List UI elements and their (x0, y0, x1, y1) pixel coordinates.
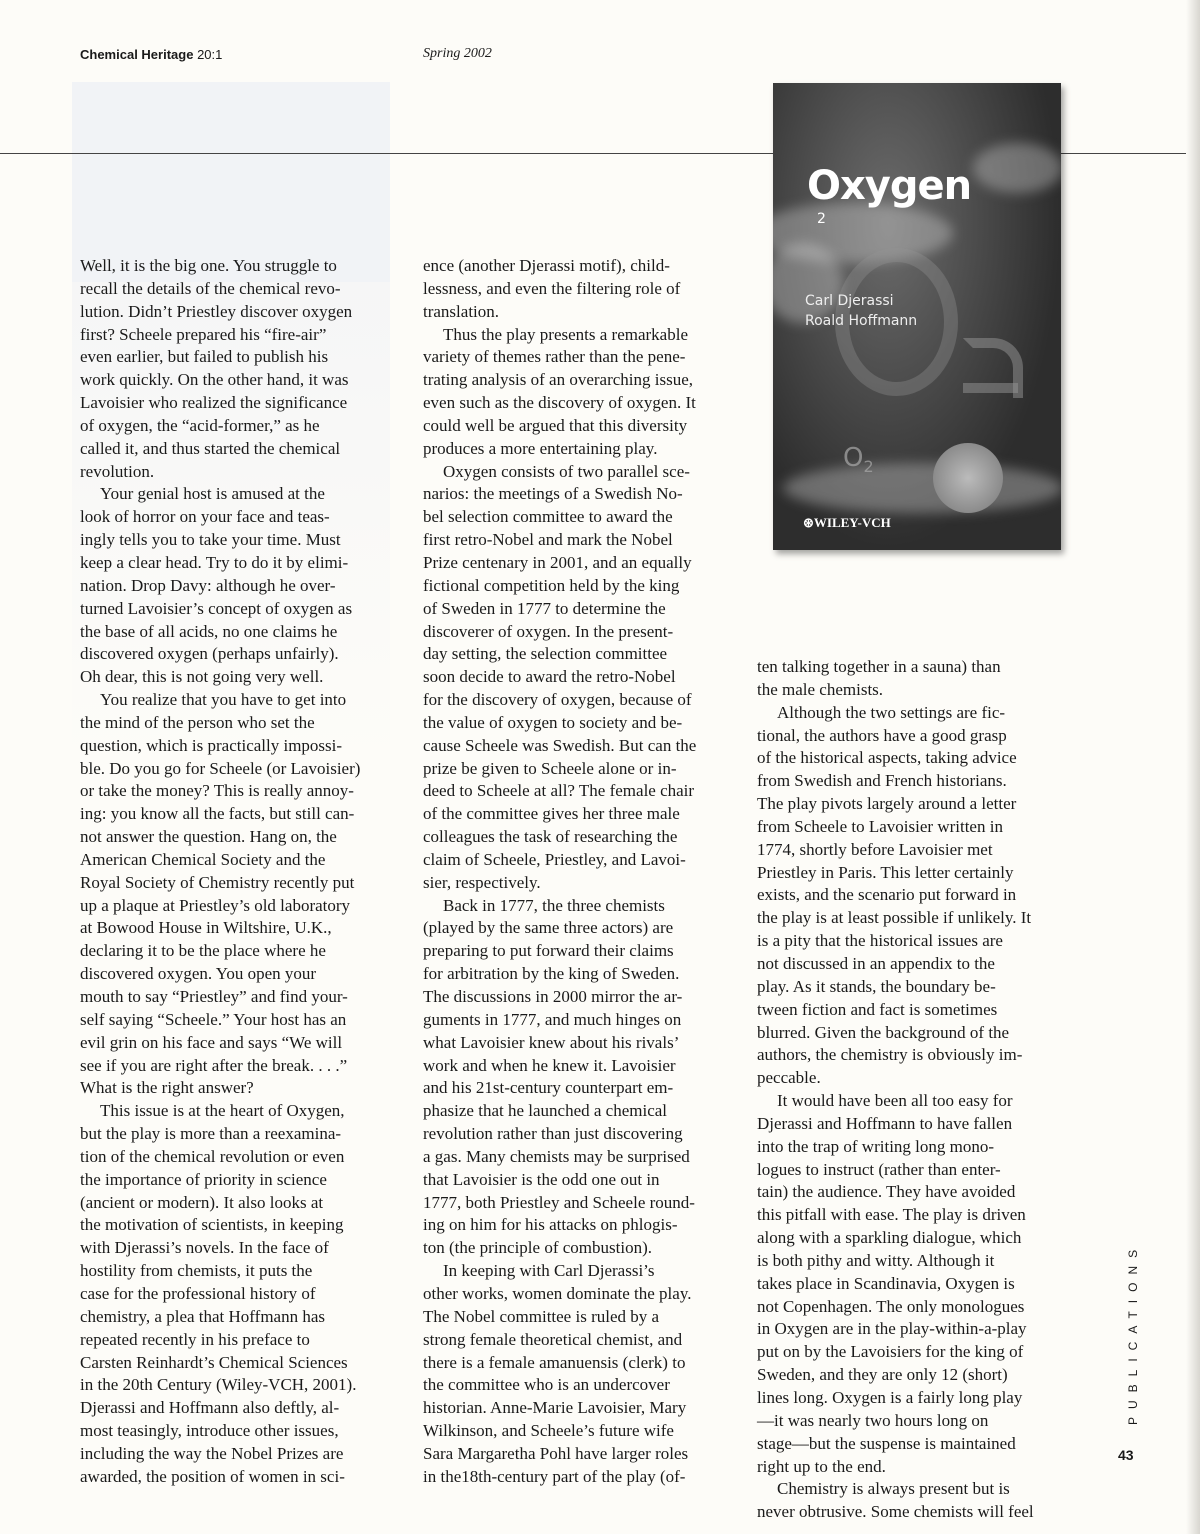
text-line: for arbitration by the king of Sweden. (423, 964, 680, 984)
text-line: Although the two settings are fic- (777, 702, 1006, 722)
text-line: including the way the Nobel Prizes are (80, 1443, 344, 1463)
text-line: The discussions in 2000 mirror the ar- (423, 987, 683, 1006)
text-line: and his 21st-century counterpart em- (423, 1078, 674, 1098)
text-line: discovered oxygen (perhaps unfairly). (80, 644, 339, 664)
text-line: Royal Society of Chemistry recently put (80, 872, 355, 892)
text-line: Chemistry is always present but is (777, 1479, 1010, 1499)
bleed-through-title (72, 82, 390, 282)
cover-2-graphic-base (963, 383, 1018, 393)
text-line: called it, and thus started the chemical (80, 438, 341, 458)
text-line: work quickly. On the other hand, it was (80, 370, 349, 390)
cover-title-text: Oxygen (807, 163, 972, 209)
text-line: Djerassi and Hoffmann also deftly, al- (80, 1398, 340, 1418)
text-line: that Lavoisier is the odd one out in (423, 1169, 660, 1189)
text-line: Wilkinson, and Scheele’s future wife (423, 1421, 674, 1441)
text-line: 1777, both Priestley and Scheele round- (423, 1192, 695, 1212)
text-line: claim of Scheele, Priestley, and Lavoi- (423, 849, 686, 869)
text-line: preparing to put forward their claims (423, 941, 674, 961)
text-line: Sara Margaretha Pohl have larger roles (423, 1443, 689, 1463)
text-line: tional, the authors have a good grasp (757, 725, 1007, 745)
issue-number: 20:1 (197, 47, 223, 62)
text-line: Back in 1777, the three chemists (443, 895, 665, 915)
cover-publisher: ⊛WILEY-VCH (803, 515, 891, 530)
text-line: deed to Scheele at all? The female chair (423, 781, 695, 801)
cover-author: Roald Hoffmann (805, 313, 918, 329)
text-line: The play pivots largely around a letter (757, 794, 1017, 814)
cover-o2-small: $O_2$ (843, 443, 874, 477)
text-line: ence (another Djerassi motif), child- (423, 256, 670, 275)
text-line: from Swedish and French historians. (757, 771, 1007, 791)
book-cover-image (773, 83, 1061, 550)
text-line: stage—but the suspense is maintained (757, 1433, 1016, 1453)
text-line: ton (the principle of combustion). (423, 1238, 652, 1258)
text-line: or take the money? This is really annoy- (80, 781, 354, 801)
text-line: of the historical aspects, taking advice (757, 748, 1017, 768)
text-line: from Scheele to Lavoisier written in (757, 816, 1003, 836)
text-line: even such as the discovery of oxygen. It (423, 393, 696, 413)
text-line: recall the details of the chemical revo- (80, 278, 341, 298)
cover-authors (805, 291, 917, 331)
text-line: blurred. Given the background of the (757, 1022, 1010, 1042)
text-line: of the committee gives her three male (423, 804, 680, 824)
issue-season: Spring 2002 (423, 46, 492, 61)
text-line: but the play is more than a reexamina- (80, 1124, 342, 1144)
text-line: along with a sparkling dialogue, which (757, 1228, 1022, 1248)
text-line: first? Scheele prepared his “fire-air” (80, 324, 327, 344)
text-line: historian. Anne-Marie Lavoisier, Mary (423, 1398, 687, 1418)
text-line: first retro-Nobel and mark the Nobel (423, 530, 673, 550)
text-line: is a pity that the historical issues are (757, 931, 1003, 951)
text-line: revolution rather than just discovering (423, 1124, 683, 1144)
text-line: It would have been all too easy for (777, 1091, 1013, 1111)
text-line: put on by the Lavoisiers for the king of (757, 1342, 1024, 1362)
section-label: PUBLICATIONS (1126, 1241, 1140, 1425)
text-line: this pitfall with ease. The play is driven (757, 1205, 1026, 1225)
text-line: see if you are right after the break. . . .” (80, 1055, 348, 1075)
text-line: is both pithy and witty. Although it (757, 1250, 995, 1270)
text-line: This issue is at the heart of Oxygen, (100, 1101, 345, 1121)
text-line: soon decide to award the retro-Nobel (423, 667, 676, 687)
text-line: in the18th-century part of the play (of- (423, 1466, 686, 1486)
text-line: Djerassi and Hoffmann to have fallen (757, 1113, 1013, 1133)
text-line: evil grin on his face and says “We will (80, 1032, 343, 1052)
text-line: the play is at least possible if unlikely. It (757, 908, 1032, 928)
text-line: the value of oxygen to society and be- (423, 712, 683, 732)
text-line: ingly tells you to take your time. Must (80, 530, 341, 550)
text-line: 1774, shortly before Lavoisier met (757, 839, 993, 859)
article-column-3 (757, 656, 1077, 1524)
text-line: other works, women dominate the play. (423, 1283, 692, 1303)
text-line: turned Lavoisier’s concept of oxygen as (80, 598, 353, 618)
text-line: ble. Do you go for Scheele (or Lavoisier) (80, 758, 361, 778)
text-line: lines long. Oxygen is a fairly long play (757, 1388, 1023, 1407)
text-line: American Chemical Society and the (80, 849, 326, 869)
text-line: day setting, the selection committee (423, 644, 668, 664)
text-line: a gas. Many chemists may be surprised (423, 1146, 690, 1166)
journal-name: Chemical Heritage (80, 47, 194, 62)
text-line: Thus the play presents a remarkable (443, 324, 688, 344)
text-line: hostility from chemists, it puts the (80, 1261, 313, 1281)
page-number: 43 (1118, 1447, 1134, 1463)
text-line: with Djerassi’s novels. In the face of (80, 1238, 329, 1258)
text-line: of Sweden in 1777 to determine the (423, 598, 666, 618)
text-line: In keeping with Carl Djerassi’s (443, 1261, 655, 1281)
text-line: sier, respectively. (423, 872, 541, 892)
text-line: look of horror on your face and teas- (80, 507, 330, 527)
text-line: discovered oxygen. You open your (80, 964, 317, 984)
text-line: You realize that you have to get into (100, 690, 347, 710)
text-line: —it was nearly two hours long on (757, 1410, 989, 1430)
text-line: at Bowood House in Wiltshire, U.K., (80, 918, 332, 938)
article-column-2 (423, 255, 743, 1489)
text-line: declaring it to be the place where he (80, 941, 326, 961)
text-line: discoverer of oxygen. In the present- (423, 621, 674, 641)
text-line: the committee who is an undercover (423, 1375, 670, 1395)
text-line: question, which is practically impossi- (80, 735, 343, 755)
running-header (80, 47, 222, 62)
text-line: The Nobel committee is ruled by a (423, 1306, 660, 1326)
cover-author: Carl Djerassi (805, 293, 894, 309)
text-line: Carsten Reinhardt’s Chemical Sciences (80, 1352, 348, 1372)
text-line: Oh dear, this is not going very well. (80, 667, 324, 687)
text-line: produces a more entertaining play. (423, 438, 658, 458)
text-line: lessness, and even the filtering role of (423, 278, 681, 298)
text-line: takes place in Scandinavia, Oxygen is (757, 1273, 1015, 1293)
text-line: authors, the chemistry is obviously im- (757, 1045, 1023, 1065)
text-line: in Oxygen are in the play-within-a-play (757, 1319, 1027, 1339)
text-line: there is a female amanuensis (clerk) to (423, 1352, 686, 1372)
text-line: exists, and the scenario put forward in (757, 885, 1017, 905)
text-line: trating analysis of an overarching issue, (423, 370, 694, 390)
text-line: Lavoisier who realized the significance (80, 393, 348, 413)
text-line: tain) the audience. They have avoided (757, 1182, 1016, 1202)
text-line: for the discovery of oxygen, because of (423, 690, 692, 710)
text-line: the male chemists. (757, 679, 884, 699)
cover-title-subscript: 2 (817, 211, 826, 227)
text-line: peccable. (757, 1068, 821, 1088)
page-edge-shadow (1186, 0, 1200, 1534)
text-line: logues to instruct (rather than enter- (757, 1159, 1001, 1179)
text-line: repeated recently in his preface to (80, 1329, 310, 1349)
text-line: not answer the question. Hang on, the (80, 827, 337, 847)
text-line: even earlier, but failed to publish his (80, 347, 329, 367)
text-line: right up to the end. (757, 1456, 886, 1476)
text-line: What is the right answer? (80, 1078, 254, 1098)
text-line: cause Scheele was Swedish. But can the (423, 735, 697, 755)
text-line: guments in 1777, and much hinges on (423, 1009, 682, 1029)
text-line: not discussed in an appendix to the (757, 953, 995, 973)
text-line: lution. Didn’t Priestley discover oxygen (80, 301, 353, 321)
text-line: strong female theoretical chemist, and (423, 1329, 683, 1349)
text-line: tween fiction and fact is sometimes (757, 999, 998, 1019)
text-line: chemistry, a plea that Hoffmann has (80, 1306, 326, 1326)
text-line: keep a clear head. Try to do it by elimi- (80, 552, 349, 572)
text-line: prize be given to Scheele alone or in- (423, 758, 677, 778)
text-line: into the trap of writing long mono- (757, 1136, 995, 1156)
text-line: nation. Drop Davy: although he over- (80, 575, 336, 595)
text-line: never obtrusive. Some chemists will feel (757, 1502, 1034, 1522)
text-line: revolution. (80, 461, 155, 481)
text-line: the base of all acids, no one claims he (80, 621, 338, 641)
text-line: fictional competition held by the king (423, 575, 680, 595)
text-line: bel selection committee to award the (423, 507, 673, 527)
text-line: (played by the same three actors) are (423, 918, 674, 938)
text-line: case for the professional history of (80, 1283, 316, 1303)
text-line: what Lavoisier knew about his rivals’ (423, 1032, 680, 1052)
text-line: tion of the chemical revolution or even (80, 1146, 345, 1166)
text-line: up a plaque at Priestley’s old laboratory (80, 895, 351, 915)
text-line: not Copenhagen. The only monologues (757, 1296, 1025, 1316)
text-line: Your genial host is amused at the (100, 484, 325, 504)
cover-title (807, 163, 971, 229)
text-line: in the 20th Century (Wiley-VCH, 2001). (80, 1375, 357, 1395)
text-line: Well, it is the big one. You struggle to (80, 256, 337, 275)
text-line: variety of themes rather than the pene- (423, 347, 686, 367)
text-line: Oxygen consists of two parallel sce- (443, 461, 690, 481)
text-line: colleagues the task of researching the (423, 827, 678, 847)
text-line: could well be argued that this diversity (423, 415, 688, 435)
article-column-1 (80, 255, 400, 1489)
text-line: ten talking together in a sauna) than (757, 657, 1001, 676)
text-line: mouth to say “Priestley” and find your- (80, 987, 348, 1006)
text-line: self saying “Scheele.” Your host has an (80, 1009, 347, 1029)
text-line: (ancient or modern). It also looks at (80, 1192, 324, 1212)
text-line: phasize that he launched a chemical (423, 1101, 668, 1121)
text-line: the importance of priority in science (80, 1169, 327, 1189)
nobel-medal-image (933, 443, 1003, 513)
text-line: play. As it stands, the boundary be- (757, 976, 996, 996)
text-line: translation. (423, 301, 500, 321)
text-line: Sweden, and they are only 12 (short) (757, 1365, 1008, 1385)
text-line: most teasingly, introduce other issues, (80, 1421, 339, 1441)
text-line: the motivation of scientists, in keeping (80, 1215, 344, 1235)
text-line: ing on him for his attacks on phlogis- (423, 1215, 678, 1235)
text-line: awarded, the position of women in sci- (80, 1466, 345, 1486)
text-line: Priestley in Paris. This letter certainly (757, 862, 1014, 882)
text-line: work and when he knew it. Lavoisier (423, 1055, 676, 1075)
text-line: of oxygen, the “acid-former,” as he (80, 415, 320, 435)
text-line: Prize centenary in 2001, and an equally (423, 552, 692, 572)
text-line: ing: you know all the facts, but still can- (80, 804, 355, 824)
text-line: the mind of the person who set the (80, 712, 315, 732)
text-line: narios: the meetings of a Swedish No- (423, 484, 683, 504)
